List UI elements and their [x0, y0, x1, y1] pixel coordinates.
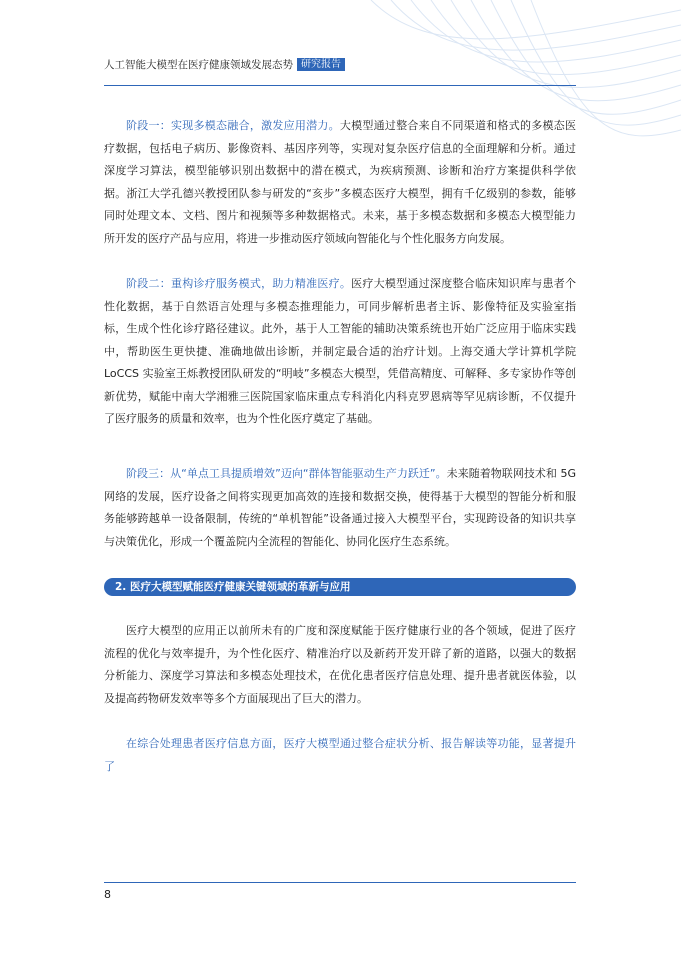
stage-3-body: 未来随着物联网技术和 5G 网络的发展，医疗设备之间将实现更加高效的连接和数据交换，使得基于大模型的智能分析和服务能够跨越单一设备限制，传统的“单机智能”设备通过接入大模型平台，实现跨设备的知识共享与决策优化，形成一个覆盖院内全流程的智能化、协同化医疗生态系统。: [104, 467, 576, 548]
stage-3-heading: 阶段三：从“单点工具提质增效”迈向“群体智能驱动生产力跃迁”。: [126, 467, 447, 480]
header-tag: 研究报告: [297, 58, 345, 71]
page-number: 8: [104, 888, 111, 901]
footer-divider: [104, 882, 576, 883]
header-title: 人工智能大模型在医疗健康领域发展态势: [104, 59, 293, 71]
paragraph-intro: 医疗大模型的应用正以前所未有的广度和深度赋能于医疗健康行业的各个领域，促进了医疗流程的优化与效率提升，为个性化医疗、精准治疗以及新药开发开辟了新的道路，以强大的数据分析能力、深度学习算法和多模态处理技术，在优化患者医疗信息处理、提升患者就医体验，以及提高药物研发效率等多个方面展现出了巨大的潜力。: [104, 624, 576, 705]
paragraph-patient-info: 在综合处理患者医疗信息方面，医疗大模型通过整合症状分析、报告解读等功能，显著提升了: [104, 737, 576, 773]
stage-1-heading: 阶段一：实现多模态融合，激发应用潜力。: [126, 119, 340, 132]
stage-2-heading: 阶段二：重构诊疗服务模式，助力精准医疗。: [126, 277, 352, 290]
running-header: [104, 57, 345, 72]
paragraph-stage-1: [104, 115, 576, 250]
paragraph-stage-2: [104, 273, 576, 431]
stage-2-body: 医疗大模型通过深度整合临床知识库与患者个性化数据，基于自然语言处理与多模态推理能力，可同步解析患者主诉、影像特征及实验室指标，生成个性化诊疗路径建议。此外，基于人工智能的辅助决策系统也开始广泛应用于临床实践中，帮助医生更快捷、准确地做出诊断，并制定最合适的治疗计划。上海交通大学计算机学院 LoCCS 实验室王烁教授团队研发的“明岐”多模态大模型，凭借高精度、可解释、多专家协作等创新优势，赋能中南大学湘雅三医院国家临床重点专科消化内科克罗恩病等罕见病诊断，不仅提升了医疗服务的质量和效率，也为个性化医疗奠定了基础。: [104, 277, 577, 425]
stage-1-body: 大模型通过整合来自不同渠道和格式的多模态医疗数据，包括电子病历、影像资料、基因序列等，实现对复杂医疗信息的全面理解和分析。通过深度学习算法，模型能够识别出数据中的潜在模式，为疾病预测、诊断和治疗方案提供科学依据。浙江大学孔德兴教授团队参与研发的“亥步”多模态医疗大模型，拥有千亿级别的参数，能够同时处理文本、文档、图片和视频等多种数据格式。未来，基于多模态数据和多模态大模型能力所开发的医疗产品与应用，将进一步推动医疗领域向智能化与个性化服务方向发展。: [104, 119, 577, 245]
header-divider: [104, 85, 576, 86]
paragraph-stage-3: [104, 463, 576, 553]
section-2-title: 2. 医疗大模型赋能医疗健康关键领域的革新与应用: [115, 581, 351, 593]
section-heading-bar: [104, 578, 576, 596]
